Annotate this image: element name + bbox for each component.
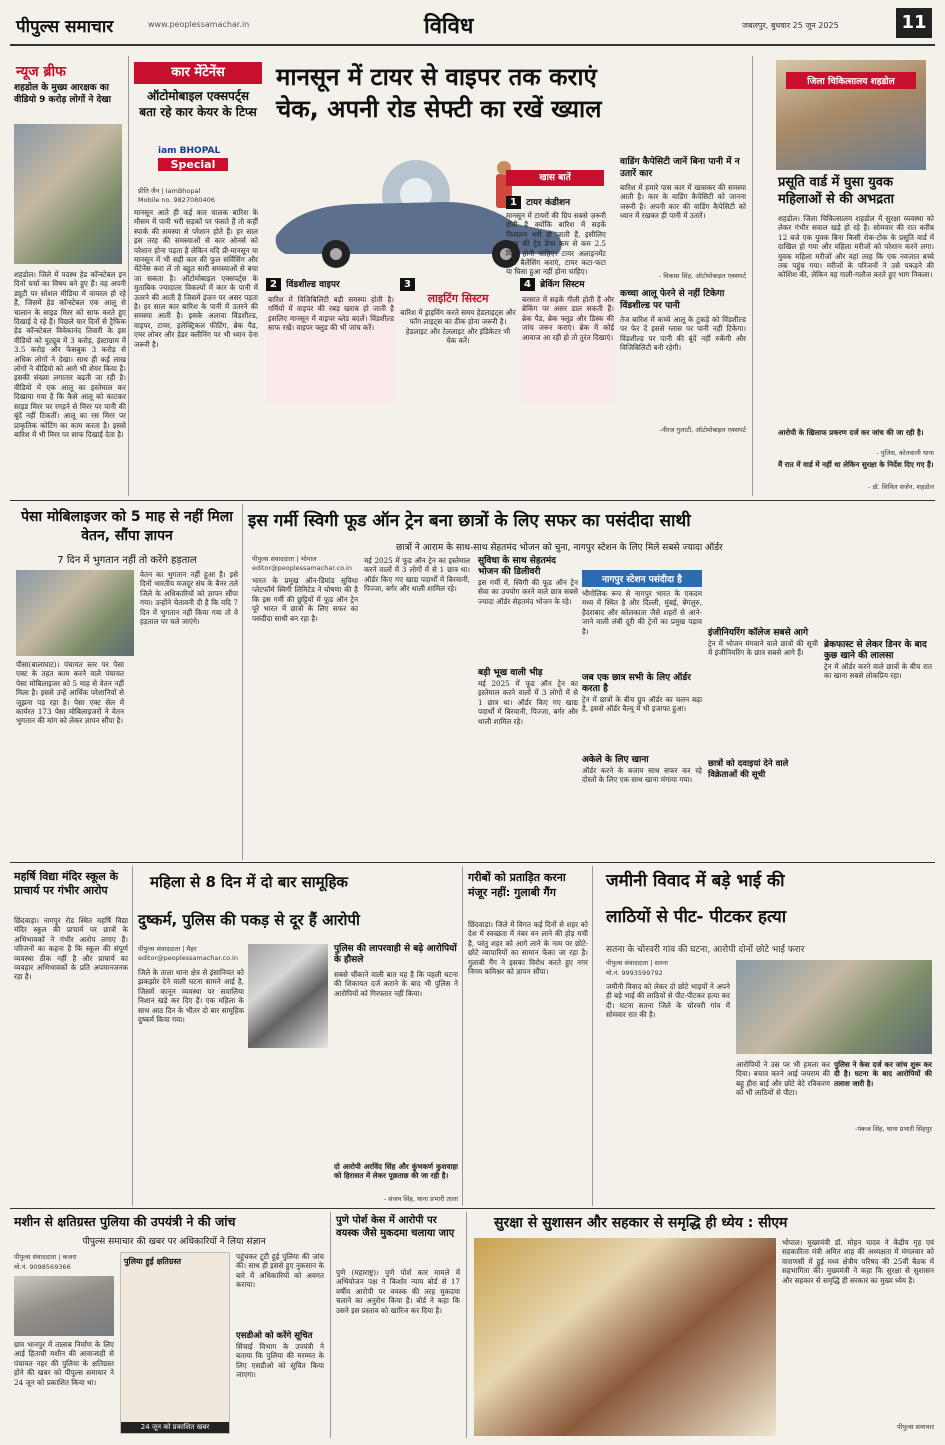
salary-headline: पेसा मोबिलाइजर को 5 माह से नहीं मिला वेतन, सौंपा ज्ञापन xyxy=(21,509,233,544)
author-name: प्रीति जैन xyxy=(138,187,160,195)
swiggy-headline: इस गर्मी स्विगी फूड ऑन ट्रेन बना छात्रों के लिए सफर का पसंदीदा साथी xyxy=(248,511,691,531)
section-title: विविध xyxy=(424,14,474,39)
cm-headline: सुरक्षा से सुशासन और सहकार से समृद्धि ही ध्येय : सीएम xyxy=(494,1215,788,1231)
iam-bhopal-badge xyxy=(158,146,238,180)
col-divider xyxy=(466,1212,467,1438)
bridge-byline: पीपुल्स संवाददाता | कजरा xyxy=(14,1253,77,1261)
tip-text: बारिश में ड्राइविंग करते समय हेडलाइट्स और फॉग लाइट्स का ठीक होना जरूरी है। हेडलाइट और टेललाइट और इंडिकेटर भी चेक करें। xyxy=(400,308,516,346)
car-care-deck: ऑटोमोबाइल एक्सपर्ट्स बता रहे कार केयर के टिप्स xyxy=(139,89,257,119)
bridge-subhead: पीपुल्स समाचार की खबर पर अधिकारियों ने लिया संज्ञान xyxy=(82,1237,266,1247)
swiggy-sub-1: सुविधा के साथ सेहतमंद भोजन की डिलीवरी xyxy=(478,556,556,577)
principal-story xyxy=(10,866,130,1206)
masthead-logo: पीपुल्स समाचार xyxy=(16,17,114,37)
nagpur-box-text: भौगोलिक रूप से नागपुर भारत के एकदम मध्य में स्थित है और दिल्ली, मुंबई, बेंगलुरु, हैदराबाद और कोलकाता जैसे शहरों से आने-जाने वाली लंबी दूरी की ट्रेनों का प्रमुख पड़ाव है। xyxy=(582,589,702,636)
nagpur-box-title: नागपुर स्टेशन पसंदीदा है xyxy=(582,570,702,587)
masthead xyxy=(0,0,945,52)
gangrape-byline: पीपुल्स संवाददाता | मैहर xyxy=(138,945,197,953)
swiggy-email: editor@peoplessamachar.co.in xyxy=(252,564,352,572)
protest-photo xyxy=(16,570,134,656)
bridge-body: ग्राम भानपुर में तालाब निर्माण के लिए आई हिताची मशीन की आवाजाही से पंचायत नहर की पुलिया के क्षतिग्रस्त होने की खबर को पीपुल्स समाचार ने 24 जून को प्रकाशित किया था। xyxy=(14,1340,114,1387)
village-crowd-photo xyxy=(736,960,932,1054)
murder-story xyxy=(596,866,936,1206)
swiggy-col6 xyxy=(824,570,932,860)
masthead-rule xyxy=(10,44,935,46)
murder-headline-1: जमीनी विवाद में बड़े भाई की xyxy=(606,871,785,891)
hospital-quote-2-by: - डॉ. सिविल सर्जन, शहडोल xyxy=(868,483,934,491)
policeman-photo xyxy=(14,124,122,264)
bridge-mobile: मो.नं. 9098569366 xyxy=(14,1263,71,1271)
bridge-headline: मशीन से क्षतिग्रस्त पुलिया की उपयंत्री ने की जांच xyxy=(14,1214,236,1229)
swiggy-subhead: छात्रों ने आराम के साथ-साथ सेहतमंद भोजन को चुना, नागपुर स्टेशन के लिए मिले सबसे ज्यादा ऑर्डर xyxy=(396,543,723,553)
hospital-quote-1: आरोपी के खिलाफ प्रकरण दर्ज कर जांच की जा रही है। xyxy=(778,428,924,437)
potato-quote-by: -नीरज गुलाटी, ऑटोमोबाइल एक्सपर्ट xyxy=(659,426,746,434)
gangrape-email: editor@peoplessamachar.co.in xyxy=(138,954,238,962)
special-label: Special xyxy=(158,158,228,171)
tip-title: विंडशील्ड वाइपर xyxy=(286,280,340,290)
salary-body-2: वेतन का भुगतान नहीं हुआ है। इसे दिनों भारतीय मजदूर संघ के बैनर तले जिले के अधिकारियों को ज्ञापन सौंपा गया। उन्होंने चेतावनी दी है कि यदि 7 दिन में भुगतान नहीं किया गया तो वे हड़ताल पर चले जाएंगे। xyxy=(140,570,238,627)
city-label: कजरा xyxy=(62,1253,77,1261)
col-divider xyxy=(128,56,129,496)
section-rule xyxy=(10,862,935,863)
reporter-label: पीपुल्स संवाददाता xyxy=(606,959,649,967)
gangrape-story xyxy=(136,866,460,1206)
murder-subhead: सतना के चोरवरी गांव की घटना, आरोपी दोनों छोटे भाई फरार xyxy=(606,945,805,955)
col-divider xyxy=(462,866,463,1206)
dateline: जबलपुर, बुधवार 25 जून 2025 xyxy=(742,21,839,30)
car-care-headline-1: मानसून में टायर से वाइपर तक कराएं xyxy=(276,63,597,91)
swiggy-body-1: भारत के प्रमुख ऑन-डिमांड सुविधा प्लेटफॉर्म स्विगी लिमिटेड ने घोषणा की है कि इस गर्मी की छुट्टियों में फूड ऑन ट्रेन पूरे भारत में छात्रों के लिए सफर का पसंदीदा साथी बन रहा है। xyxy=(252,576,358,623)
swiggy-body-2: इस गर्मी में, स्विगी की फूड ऑन ट्रेन सेवा का उपयोग करने वाले छात्र सबसे ज्यादा ऑर्डर सेहतमंद भोजन के रहे। xyxy=(478,578,578,606)
swiggy-sub-5: इंजीनियरिंग कॉलेज सबसे आगे xyxy=(708,628,809,638)
car-care-feature xyxy=(130,56,750,496)
page-number: 11 xyxy=(896,8,932,38)
wading-quote-by: - विकास सिंह, ऑटोमोबाइल एक्सपर्ट xyxy=(658,272,746,280)
section-rule xyxy=(10,1208,935,1209)
author-mobile: Mobile no. 9827080406 xyxy=(138,196,215,204)
cm-body: भोपाल। मुख्यमंत्री डॉ. मोहन यादव ने केंद्रीय गृह एवं सहकारिता मंत्री अमित शाह की अध्यक्षता में मंगलवार को वाराणसी में हुई मध्य क्षेत्रीय परिषद की 25वीं बैठक में सहभागिता की। मुख्यमंत्री ने कहा कि सुरक्षा से सुशासन और सहकार से समृद्धि ही सरकार का मुख्य ध्येय है। xyxy=(782,1238,934,1285)
gangrape-headline-2: दुष्कर्म, पुलिस की पकड़ से दूर हैं आरोपी xyxy=(138,911,360,929)
clipping-caption: 24 जून को प्रकाशित खबर xyxy=(121,1422,229,1433)
tip-text: बारिश में विजिबिलिटी बड़ी समस्या होती है। गर्मियों में वाइपर की रबड़ खराब हो जाती है इसलिए मानसून में वाइपर ब्लेड बदलें। विंडशील्ड साफ रखें। वाइपर फ्लुड की भी जांच करें। xyxy=(266,293,396,403)
salary-story xyxy=(10,504,240,860)
hospital-photo xyxy=(776,60,926,170)
swiggy-col5 xyxy=(708,570,818,860)
swiggy-quote: छात्रों को दवाइयां देने वाले विक्रेताओं की सूची xyxy=(708,759,789,780)
potato-title: कच्चा आलू फेरने से नहीं टिकेगा विंडशील्ड पर पानी xyxy=(620,289,725,311)
section-rule xyxy=(10,500,935,501)
wading-text: बारिश में हमारे पास कार में खासकर की समस्या आती है। कार के वाडिंग कैपेसिटी को जानना जरूरी है। अपनी कार की वाडिंग कैपेसिटी को ध्यान में रखकर ही पानी में उतारें। xyxy=(620,183,746,221)
salary-body: पीसा(बालाघाट)। पंचायत स्तर पर पेसा एक्ट के तहत काम करने वाले पंचायत पेसा मोबिलाइजर को 5 माह से वेतन नहीं मिला है। इससे उन्हें आर्थिक परेशानियों से जूझना पड़ रहा है। पेसा एक्ट सेल में कार्यरत 173 पेसा मोबिलाइजरों ने वेतन भुगतान की मांग को लेकर ज्ञापन सौंपा है। xyxy=(16,660,124,726)
bridge-story xyxy=(10,1212,326,1438)
murder-quote: पुलिस ने केस दर्ज कर जांच शुरू कर दी है। घटना के बाद आरोपियों की तलाश जारी है। xyxy=(834,1060,932,1088)
gangrape-quote-by: - संजय सिंह, थाना प्रभारी ताला xyxy=(383,1195,458,1203)
car-care-kicker: कार मेंटेनेंस xyxy=(134,62,262,84)
principal-headline: महर्षि विद्या मंदिर स्कूल के प्राचार्य पर गंभीर आरोप xyxy=(14,870,119,897)
wading-title: वाडिंग कैपेसिटी जानें बिना पानी में न उतारें कार xyxy=(620,157,740,179)
murder-byline: पीपुल्स संवाददाता | सतना xyxy=(606,959,668,967)
gangrape-body: जिले के ताला थाना क्षेत्र से इंसानियत को झकझोर देने वाली घटना सामने आई है, जिसमें कानून व्यवस्था पर सवालिया निशान खड़े कर दिए हैं। एक महिला के साथ आठ दिन के भीतर दो बार सामूहिक दुष्कर्म किया गया। xyxy=(138,968,244,1025)
hospital-story xyxy=(756,56,936,496)
tip-text: बरसात में सड़कें गीली होती हैं और ब्रेकिंग पर असर डाल सकती हैं। ब्रेक पैड, ब्रेक फ्लूड और डिस्क की जांच जरूर कराएं। ब्रेक में कोई आवाज आ रही हो तो तुरंत दिखाएं। xyxy=(520,293,616,403)
swiggy-sub-4: अकेले के लिए खाना xyxy=(582,755,649,765)
gangrape-quote: दो आरोपी अरविंद सिंह और कुंभकर्ण कुशवाहा को हिरासत में लेकर पूछताछ की जा रही है। xyxy=(334,1162,458,1181)
swiggy-body-7: ट्रेन में ऑर्डर करने वाले छात्रों के बीच रात का खाना सबसे लोकप्रिय रहा। xyxy=(824,662,932,681)
city-label: सतना xyxy=(654,959,668,967)
gulabi-headline: गरीबों को प्रताड़ित करना मंजूर नहीं: गुलाबी गैंग xyxy=(468,871,566,899)
gulabi-body: छिंदवाड़ा। जिले में विगत कई दिनों से शहर को देश में स्वच्छता में नंबर वन लाने की होड़ मची है, परंतु शहर को आगे लाने के नाम पर छोटे-छोटे व्यापारियों का सामान फेंका जा रहा है। गुलाबी गैंग ने इसका विरोध करते हुए नगर निगम कमिश्नर को ज्ञापन सौंपा। xyxy=(468,920,588,977)
nagpur-box xyxy=(582,570,702,860)
iam-bhopal-logo: iam BHOPAL xyxy=(158,146,221,156)
salary-subhead: 7 दिन में भुगतान नहीं तो करेंगे हड़ताल xyxy=(57,555,197,566)
col-divider xyxy=(330,1212,331,1438)
hospital-quote-1-by: - पुलिस, कोतवाली थाना xyxy=(876,449,934,457)
murder-body: जमीनी विवाद को लेकर दो छोटे भाइयों ने अपने ही बड़े भाई की लाठियों से पीट-पीटकर हत्या कर दी। घटना सतना जिले के चोरवरी गांव में सोमवार रात की है। xyxy=(606,982,730,1020)
swiggy-byline: पीपुल्स संवाददाता | भोपाल xyxy=(252,555,317,563)
gulabi-story xyxy=(466,866,590,1206)
col-divider xyxy=(752,56,753,496)
col-divider xyxy=(242,504,243,860)
swiggy-story xyxy=(246,504,936,860)
tip-text: मानसून में टायरों की ग्रिप सबसे ज़रूरी होती है क्योंकि बारिश में सड़कें फिसलन भरी हो जाती हैं, इसीलिए टायर की ट्रेड डेप्थ कम से कम 2.5 मिमी होनी चाहिए। टायर अलाइनमेंट और बैलेंसिंग कराएं, टायर कटा-फटा या घिसा हुआ नहीं होना चाहिए। xyxy=(506,211,606,277)
swiggy-sub-3: जब एक छात्र सभी के लिए ऑर्डर करता है xyxy=(582,673,691,694)
murder-headline-2: लाठियों से पीट- पीटकर हत्या xyxy=(606,907,787,927)
reporter-label: पीपुल्स संवाददाता xyxy=(138,945,181,953)
swiggy-body-4: ट्रेन में छात्रों के बीच ग्रुप ऑर्डर का चलन बढ़ा है, इससे ऑर्डर वैल्यू में भी इजाफा हुआ। xyxy=(582,695,702,714)
col-divider xyxy=(592,866,593,1206)
news-brief xyxy=(10,56,126,496)
bridge-body-3: सिंचाई विभाग के उपयंत्री ने बताया कि पुलिया की मरम्मत के लिए एसडीओ को सूचित किया जाएगा। xyxy=(236,1342,324,1380)
swiggy-sub-6: ब्रेकफास्ट से लेकर डिनर के बाद कुछ खाने की लालसा xyxy=(824,640,927,661)
murder-body-2: आरोपियों ने उस पर भी हमला कर दिया। बचाव करने आई जयराम की बहू हीरा बाई और छोटे बेटे रविकरण को भी लाठियों से पीटा। xyxy=(736,1060,830,1098)
swiggy-body-6: ट्रेन में भोजन मंगवाने वाले छात्रों की सूची में इंजीनियरिंग के छात्र सबसे आगे हैं। xyxy=(708,639,818,658)
tip-2 xyxy=(266,272,396,402)
hospital-sign: जिला चिकित्सालय शहडोल xyxy=(786,72,916,89)
cm-credit: पीपुल्स समाचार xyxy=(897,1423,934,1431)
swiggy-sub-2: बड़ी भूख वाली भीड़ xyxy=(478,668,543,678)
news-brief-body: शहडोल। जिले में पदस्थ हेड कॉन्स्टेबल इन दिनों चर्चा का विषय बने हुए हैं। वह अपनी ड्यूटी पर सोशल मीडिया में वायरल हो रहे हैं, जिसमें हेड कॉन्स्टेबल एक आलू से चालान के साइड मिरर को साफ करते हुए दिखाई दे रहे हैं। पिछले चार दिनों से ट्रैफिक हेड कॉन्स्टेबल विवेकानंद तिवारी के इस वीडियो को यूट्यूब में 3 करोड़, इंस्टाग्राम में 3.5 करोड़ और फेसबुक 3 करोड़ से अधिक लोगों ने देखा। साथ ही कई लाख लोगों ने वीडियो को आगे भी शेयर किया है। इसकी संख्या लगातार बढ़ती जा रही है। वीडियो में एक आलू का इस्तेमाल कर दिखाया गया है कि कैसे आलू को काटकर साइड मिरर पर रगड़ने से मिरर पर पानी की बूंदें नहीं टिकतीं। आलू का रस मिरर पर प्राकृतिक कोटिंग का काम करता है। इससे बारिश में भी मिरर पर साफ दिखाई देता है। xyxy=(14,270,126,439)
news-brief-label: न्यूज ब्रीफ xyxy=(16,64,66,80)
distressed-woman-photo xyxy=(248,944,328,1048)
swiggy-body-2a: मई 2025 में फूड ऑन ट्रेन का इस्तेमाल करने वालों में 3 लोगों में से 1 छात्र था। ऑर्डर किए गए खाद्य पदार्थों में बिरयानी, पिज्जा, बर्गर और थाली शामिल रहे। xyxy=(364,556,470,594)
masthead-url: www.peoplessamachar.in xyxy=(148,20,250,29)
swiggy-body-5: ऑर्डर करने के बजाय साथ सफर कर रहे दोस्तों के लिए एक साथ खाना मंगाया गया। xyxy=(582,766,702,785)
gangrape-sub: पुलिस की लापरवाही से बढ़े आरोपियों के हौसले xyxy=(334,944,457,965)
murder-quote-by: -पंकज सिंह, थाना प्रभारी सिंहपुर xyxy=(854,1125,932,1133)
gangrape-body-2: सबसे चौंकाने वाली बात यह है कि पहली घटना की शिकायत दर्ज कराने के बाद भी पुलिस ने आरोपियों को गिरफ्तार नहीं किया। xyxy=(334,970,458,998)
col-divider xyxy=(132,866,133,1206)
car-care-intro: मानसून आते ही कई कार चालक बारिश के मौसम में पानी भरी सड़कों पर फंसते हैं तो कहीं स्पार्क की समस्या से परेशान होते हैं। हर साल इस तरह की समस्याओं से कार ओनर्स को परेशान होना पड़ता है लेकिन यदि प्री-मानसून या मानसून में भी सही कार की फुल सर्विसिंग और मेंटेनेंस करा लें तो बहुत सारी समस्याओं से बचा जा सकता है। ऑटोमोबाइल एक्सपर्ट्स के मुताबिक ज्यादातर विकल्पों में कार के पानी में उतरने की आती है जिसमें इंजन पर असर पड़ता है। हर साल कार बारिश के पानी में उतरने की समस्या आती है। इसके अलावा विंडशील्ड, वाइपर, टायर, इलेक्ट्रिकल फीटिंग, ब्रेक पैड, एयर लोवर और हेडर क्लीनिंग पर भी ध्यान देना जरूरी है। xyxy=(134,208,258,349)
tip-number: 2 xyxy=(266,278,281,291)
khas-baten-label: खास बातें xyxy=(506,170,604,186)
bridge-sub: एसडीओ को करेंगे सूचित xyxy=(236,1331,313,1341)
car-care-headline-2: चेक, अपनी रोड सेफ्टी का रखें ख्याल xyxy=(276,95,602,123)
tip-title: लाइटिंग सिस्टम xyxy=(427,292,489,305)
city-label: भोपाल xyxy=(300,555,317,563)
swiggy-body-3: मई 2025 में फूड ऑन ट्रेन का इस्तेमाल करने वालों में 3 लोगों में से 1 छात्र था। ऑर्डर किए गए खाद्य पदार्थों में बिरयानी, पिज्जा, बर्गर और थाली शामिल रहे। xyxy=(478,679,578,726)
reporter-label: पीपुल्स संवाददाता xyxy=(14,1253,57,1261)
hospital-headline: प्रसूति वार्ड में घुसा युवक महिलाओं से की अभद्रता xyxy=(778,175,894,207)
hospital-quote-2: मैं रात में वार्ड में नहीं था लेकिन सुरक्षा के निर्देश दिए गए हैं। xyxy=(778,460,934,469)
wading-sidebar xyxy=(620,156,746,496)
city-label: मैहर xyxy=(186,945,197,953)
author-handle: IamBhopal xyxy=(165,187,201,195)
leaders-photo xyxy=(474,1238,776,1436)
pune-headline: पुणे पोर्श केस में आरोपी पर वयस्क जैसे मुकदमा चलाया जाए xyxy=(336,1215,455,1239)
swiggy-body-col2 xyxy=(364,556,470,856)
tip-number: 1 xyxy=(506,196,521,209)
newspaper-clipping xyxy=(120,1252,230,1434)
author-line: प्रीति जैन | IamBhopal xyxy=(138,187,201,195)
pune-story xyxy=(334,1212,462,1438)
tip-title: ब्रेकिंग सिस्टम xyxy=(540,280,585,290)
tip-3 xyxy=(400,272,516,402)
tip-number: 4 xyxy=(520,278,535,291)
tip-number: 3 xyxy=(400,278,415,291)
hospital-body: शहडोल। जिला चिकित्सालय शहडोल में सुरक्षा व्यवस्था को लेकर गंभीर सवाल खड़े हो रहे हैं। सोमवार की रात करीब 12 बजे एक युवक बिना किसी रोक-टोक के प्रसूति वार्ड में दाखिल हो गया और महिला मरीजों को परेशान करने लगा। युवक महिला मरीजों और वहां तरह कि एक नवजात बच्चे तक पहुंच गया। मरीजों के परिजनों ने उसे पकड़ने की कोशिश की, लेकिन वह गाली-गलौज करते हुए भाग निकला। xyxy=(778,214,934,280)
murder-mobile: मो.नं. 9993599792 xyxy=(606,969,663,977)
bridge-body-2: पहुंचकर टूटी हुई पुलिया की जांच की। साथ ही इससे हुए नुकसान के बारे में अधिकारियों को अवगत कराया। xyxy=(236,1252,324,1290)
cm-story xyxy=(470,1212,936,1438)
gangrape-headline-1: महिला से 8 दिन में दो बार सामूहिक xyxy=(150,873,348,891)
news-brief-headline: शहडोल के मुख्य आरक्षक का वीडियो 9 करोड़ लोगों ने देखा xyxy=(14,83,111,105)
principal-body: छिंदवाड़ा। नागपुर रोड स्थित महर्षि विद्या मंदिर स्कूल की प्राचार्य पर छात्रों के अभिभावकों ने गंभीर आरोप लगाए हैं। परिजनों का कहना है कि स्कूल की संपूर्ण व्यवस्था ठीक नहीं है और प्राचार्य का व्यवहार अभिभावकों के प्रति अपमानजनक रहा है। xyxy=(14,916,128,982)
tip-title: टायर कंडीशन xyxy=(526,198,571,208)
tip-4 xyxy=(520,272,616,402)
potato-text: तेज बारिश में कच्चे आलू के टुकड़े को विंडशील्ड पर फेर दें इससे ग्लास पर पानी नहीं टिकेगा। विंडशील्ड पर पानी की बूंदें नहीं रुकेंगी और विजिबिलिटी बनी रहेगी। xyxy=(620,315,746,353)
reporter-label: पीपुल्स संवाददाता xyxy=(252,555,295,563)
swiggy-col3 xyxy=(478,556,578,856)
pune-body: पुणे (महाराष्ट्र)। पुणे पोर्श कार मामले में अभियोजन पक्ष ने किशोर न्याय बोर्ड से 17 वर्षीय आरोपी पर वयस्क की तरह मुकदमा चलाने का अनुरोध किया है। बोर्ड ने कहा कि उसने इस प्रस्ताव को खारिज कर दिया है। xyxy=(336,1268,460,1315)
clipping-headline: पुलिया हुई क्षतिग्रस्त xyxy=(124,1257,182,1266)
damaged-bridge-photo xyxy=(14,1276,114,1336)
